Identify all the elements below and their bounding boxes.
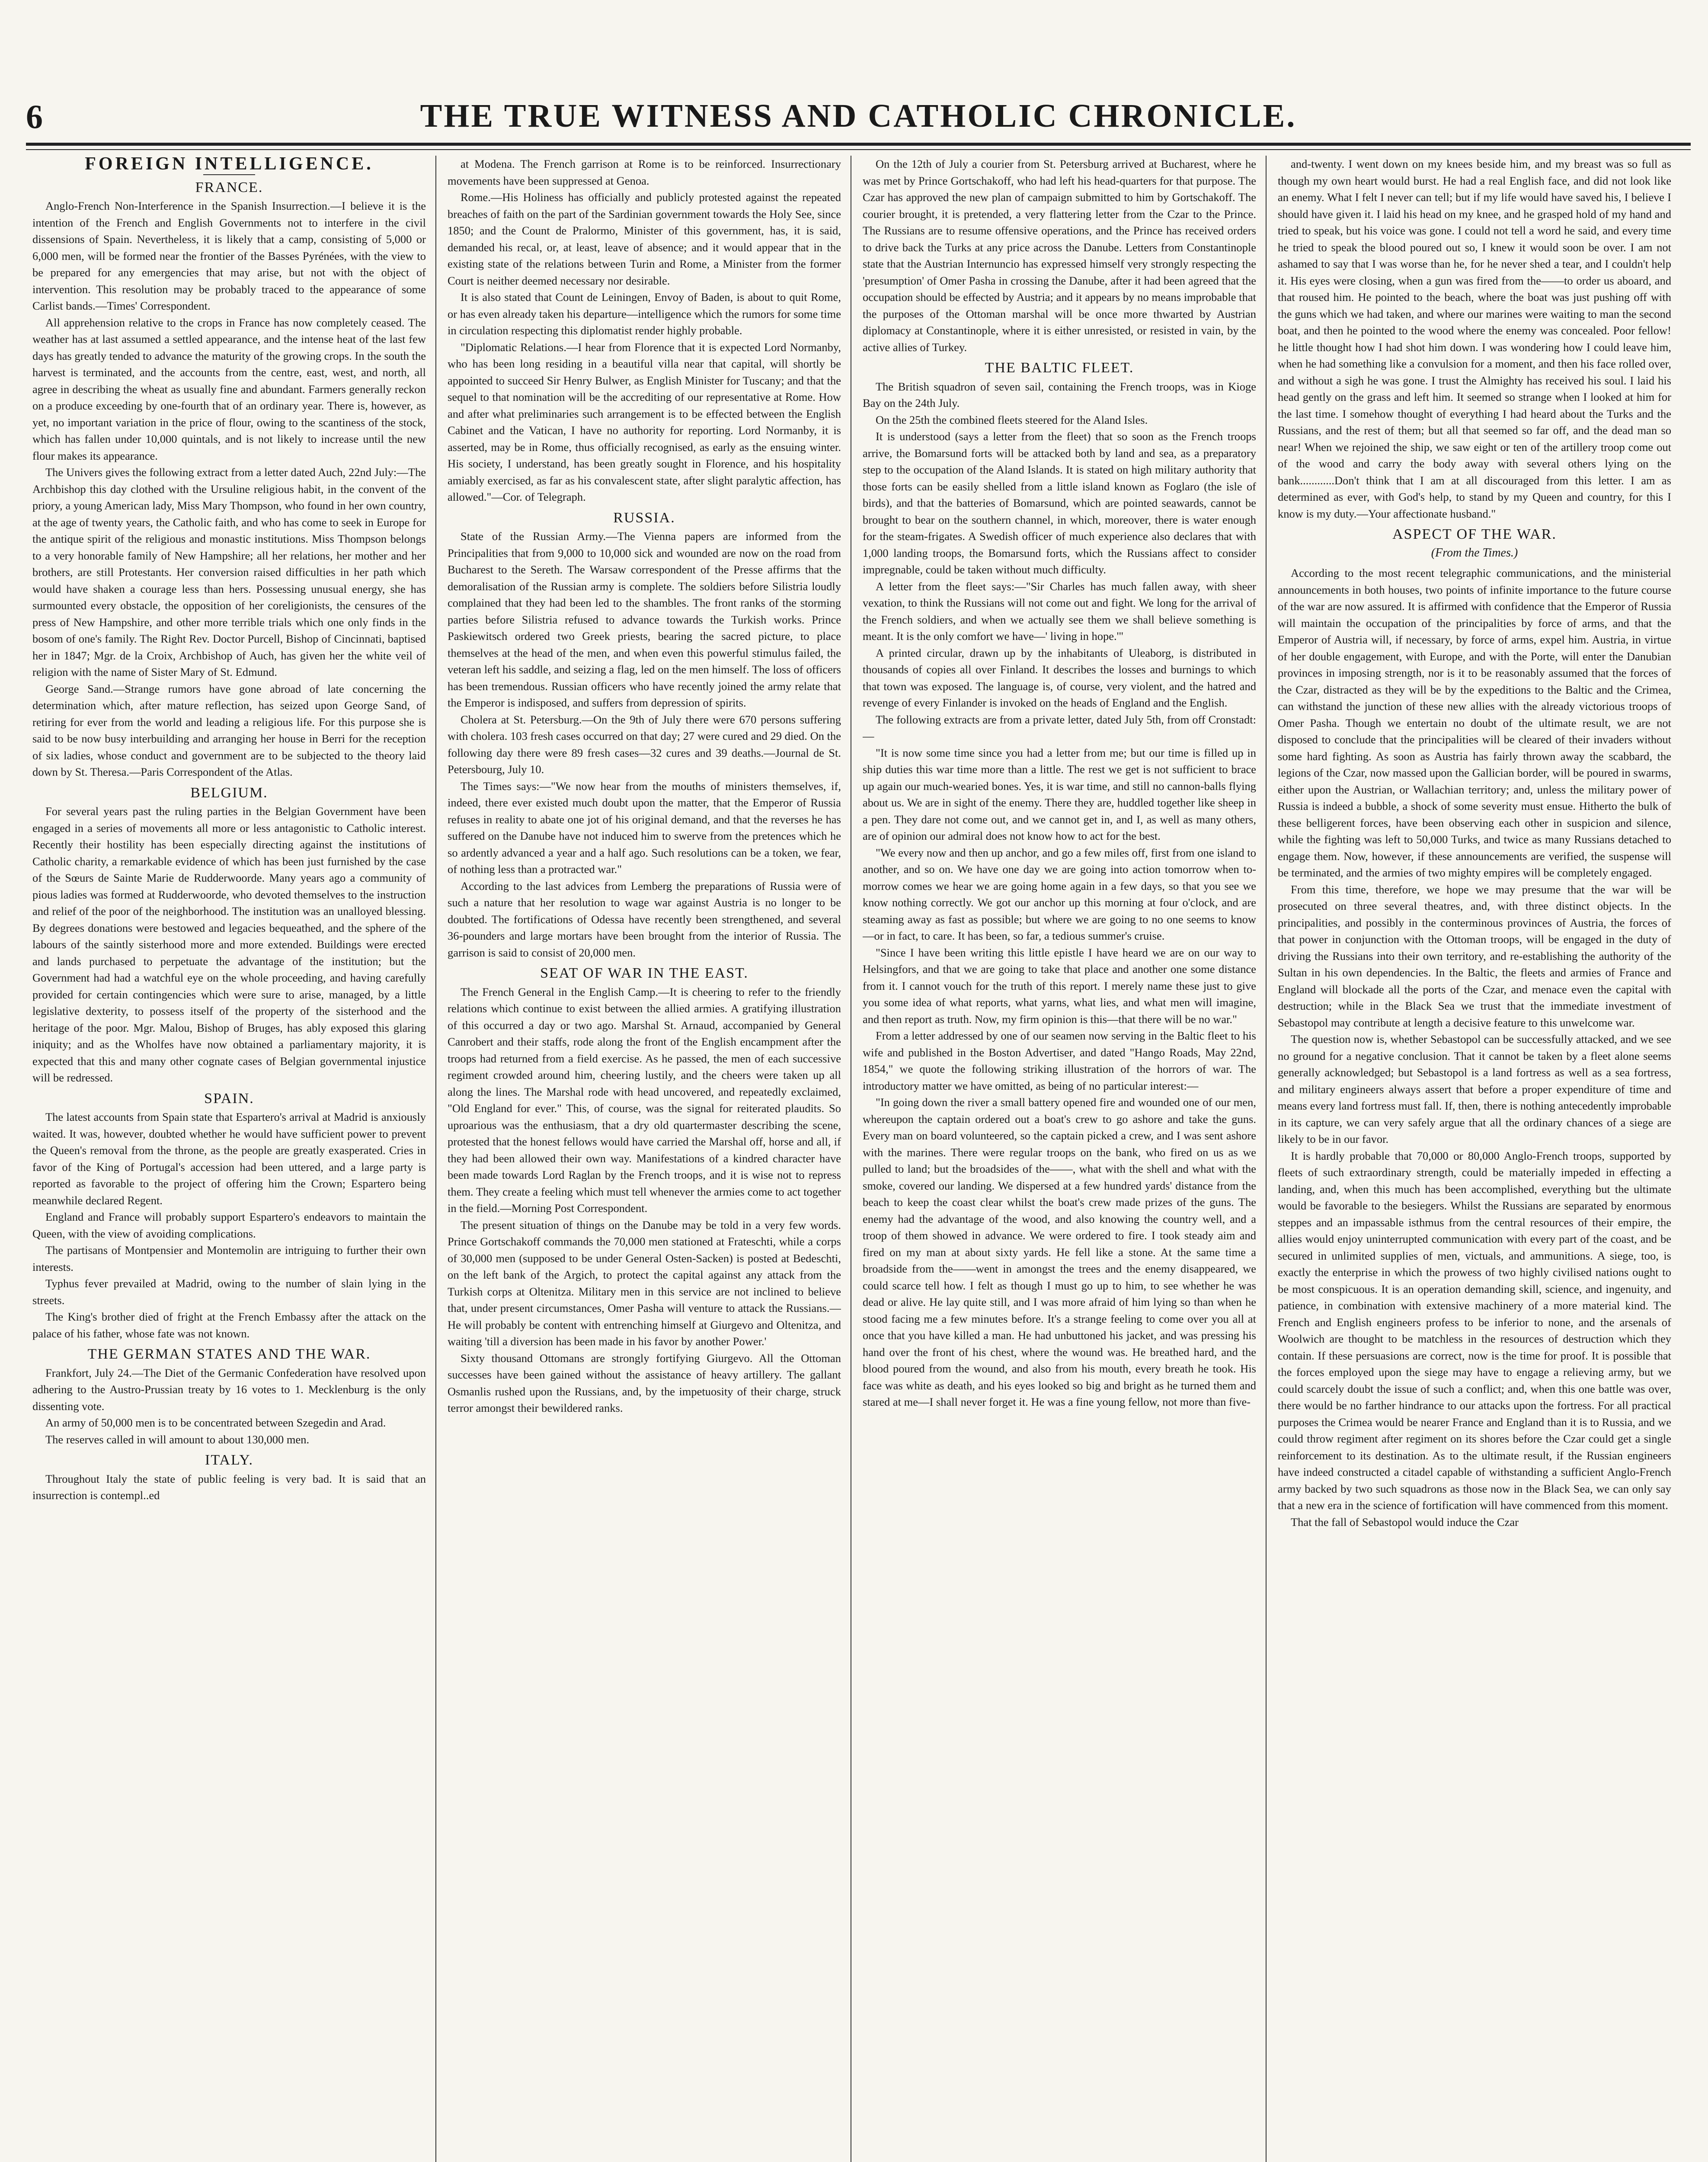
article-paragraph: An army of 50,000 men is to be concentrated between Szegedin and Arad. [45,1416,386,1429]
article-paragraph: A letter from the fleet says:—"Sir Charles has much fallen away, with sheer vexation, to think the Russians will not come out and fight. We long for the arrival of the French soldiers, and when we actually see them we shall believe something is meant. It is the only comfort we have—' living in hope.'" [863,579,1256,643]
masthead-rule-thin [26,149,1691,150]
article-paragraph: Rome.—His Holiness has officially and publicly protested against the repeated breaches of faith on the part of the Sardinian government towards the Holy See, since 1850; and the Count de Pralormo, Minister of this government, has, it is said, demanded his recal, or, at least, leave of absence; and it would appear that in the existing state of the relations between Turin and Rome, a Minister from the former Court is neither deemed necessary nor desirable. [448,191,841,287]
section-heading-baltic-fleet: THE BALTIC FLEET. [985,360,1134,376]
article-paragraph: On the 12th of July a courier from St. Petersburg arrived at Bucharest, where he was met by Prince Gortschakoff, who had left his head-quarters for that purpose. The Czar has approved the new plan of campaign submitted to him by Gortschakoff. The courier brought, it is pretended, a very flattering letter from the Czar to the Prince. The Russians are to resume offensive operations, and the Prince has received orders to drive back the Turks at any price across the Danube. Letters from Constantinople state that the Austrian Internuncio has expressed himself very strongly respecting the 'presumption' of Omer Pasha in crossing the Danube, after it had been agreed that the occupation should be effected by Austria; and it appears by no means improbable that the purposes of the Ottoman marshal will be once more thwarted by Austrian diplomacy at Constantinople, where it is either unresisted, or resisted in vain, by the active allies of Turkey. [863,157,1256,354]
article-paragraph: The Univers gives the following extract from a letter dated Auch, 22nd July:—The Archbishop this day clothed with the Ursuline religious habit, in the convent of the priory, a young American lady, Miss Mary Thompson, who found in her own country, at the age of twenty years, the Catholic faith, and who has come to seek in Europe for the antique spirit of the religious and monastic institutions. Miss Thompson belongs to a very honorable family of New Hampshire; all her relations, her mother and her brothers, are still Protestants. Her conversion raised difficulties in her path which would have shaken a courage less than hers. Possessing unusual energy, she has surmounted every obstacle, the opposition of her coreligionists, the censures of the press of New Hampshire, and other more terrible trials which one only finds in the bosom of one's family. The Right Rev. Doctor Purcell, Bishop of Cincinnati, baptised her in 1847; Mgr. de la Croix, Archbishop of Auch, has given her the white veil of religion with the name of Sister Mary of St. Edmund. [32,466,426,678]
section-heading-seat-of-war: SEAT OF WAR IN THE EAST. [540,965,748,981]
article-paragraph: The question now is, whether Sebastopol can be successfully attacked, and we see no ground for a negative conclusion. That it cannot be taken by a fleet alone seems generally acknowledged; but Sebastopol is a land fortress as well as a sea fortress, and military engineers always assert that before a proper expenditure of time and means every land fortress must fall. If, then, there is nothing antecedently improbable in its capture, we can very safely argue that all the ordinary chances of a siege are likely to be in our favor. [1278,1033,1671,1145]
section-heading-italy: ITALY. [205,1452,253,1468]
section-heading-russia: RUSSIA. [613,509,675,526]
article-paragraph: Throughout Italy the state of public feeling is very bad. It is said that an insurrection is contempl..ed [32,1472,426,1502]
article-paragraph: From a letter addressed by one of our seamen now serving in the Baltic fleet to his wife and published in the Boston Advertiser, and dated "Hango Roads, May 22nd, 1854," we quote the following striking illustration of the horrors of war. The introductory matter we have omitted, as being of no particular interest:— [863,1029,1256,1092]
heading-separator [203,174,255,175]
article-paragraph: The British squadron of seven sail, containing the French troops, was in Kioge Bay on the 24th July. [863,380,1256,409]
article-paragraph: That the fall of Sebastopol would induce the Czar [1291,1515,1519,1529]
article-paragraph: According to the last advices from Lemberg the preparations of Russia were of such a nature that her resolution to wage war against Austria is no longer to be doubted. The fortifications of Odessa have recently been strengthened, and several 36-pounders and large mortars have been brought from the interior of Russia. The garrison is said to consist of 20,000 men. [448,879,841,959]
article-paragraph: It is hardly probable that 70,000 or 80,000 Anglo-French troops, supported by fleets of such extraordinary strength, could be materially impeded in effecting a landing, and, when this much has been accomplished, everything but the ultimate would be favorable to the besiegers. Whilst the Russians are separated by enormous steppes and an impassable isthmus from the central resources of their empire, the allies would enjoy uninterrupted communication with every part of the coast, and be secured in unlimited supplies of men, victuals, and ammunitions. A siege, too, is exactly the enterprise in which the prowess of two highly civilised nations ought to be most conspicuous. It is an operation demanding skill, science, and ingenuity, and patience, in combination with extensive machinery of a more material kind. The French and English engineers profess to be inferior to none, and the arsenals of Woolwich are thought to be matchless in the resources of destruction which they contain. If these persuasions are correct, now is the time for proof. It is possible that the forces employed upon the siege may have to engage a relieving army, but we could scarcely doubt the issue of such a conflict; and, when this one battle was over, there would be no farther hindrance to our attacks upon the fortress. For all practical purposes the Crimea would be nearer France and England than it is to Russia, and we could throw regiment after regiment on its shores before the Czar could get a single reinforcement to its destination. As to the ultimate result, if the Russian engineers have indeed constructed a citadel capable of withstanding a sufficient Anglo-French army backed by two such squadrons as those now in the Black Sea, we can only say that a new era in the science of fortification will have commenced from this moment. [1278,1149,1671,1512]
masthead [26,97,1691,145]
article-paragraph: Sixty thousand Ottomans are strongly fortifying Giurgevo. All the Ottoman successes have been gained without the assistance of heavy artillery. The gallant Osmanlis rushed upon the Russians, and, by the impetuosity of their charge, struck terror amongst their bewildered ranks. [448,1351,841,1414]
article-paragraph: The French General in the English Camp.—It is cheering to refer to the friendly relations which continue to exist between the allied armies. A gratifying illustration of this occurred a day or two ago. Marshal St. Arnaud, accompanied by General Canrobert and their staffs, rode along the front of the English encampment after the troops had returned from a field exercise. As he passed, the men of each successive regiment crowded around him, cheering lustily, and the cheers were taken up all along the lines. The Marshal rode with head uncovered, and repeatedly exclaimed, "Old England for ever." This, of course, was the signal for reiterated plaudits. So uproarious was the enthusiasm, that a dry old quartermaster describing the scene, protested that the honest fellows would have carried the Marshal off, horse and all, if they had been allowed their own way. Manifestations of a kindred character have been made towards Lord Raglan by the French troops, and it is wise not to repress them. They create a feeling which must tell whenever the armies come to act together in the field.—Morning Post Correspondent. [448,985,841,1215]
section-heading-aspect-of-war: ASPECT OF THE WAR. [1392,526,1557,542]
article-paragraph: The following extracts are from a private letter, dated July 5th, from off Cronstadt:— [863,713,1256,742]
article-paragraph: From this time, therefore, we hope we may presume that the war will be prosecuted on three several theatres, and, with three distinct objects. In the principalities, and possibly in the conterminous provinces of Austria, the forces of that power in conjunction with the Ottoman troops, will be engaged in the duty of driving the Russians into their own territory, and re-establishing the authority of the Sultan in his own dependencies. In the Baltic, the fleets and armies of France and England will blockade all the ports of the Czar, and menace even the capital with destruction; while in the Black Sea we trust that the immediate investment of Sebastopol may contribute at length a decisive feature to this unwelcome war. [1278,883,1671,1029]
article-paragraph: "We every now and then up anchor, and go a few miles off, first from one island to another, and so on. We have one day we are going into action tomorrow when to-morrow comes we hear we are going home again in a few days, so that you see we know nothing correctly. We got our anchor up this morning at four o'clock, and are steaming away as fast as possible; but where we are going to no one seems to know—or in fact, to care. It has been, so far, a tedious summer's cruise. [863,846,1256,942]
article-paragraph: The latest accounts from Spain state that Espartero's arrival at Madrid is anxiously waited. It was, however, doubted whether he would have sufficient power to prevent the Queen's removal from the throne, as the people are greatly exasperated. Cries in favor of the King of Portugal's accession had been uttered, and a large party is reported as favorable to the project of offering him the Crown; Espartero being meanwhile declared Regent. [32,1110,426,1207]
article-paragraph: The reserves called in will amount to about 130,000 men. [45,1433,310,1446]
article-paragraph: "It is now some time since you had a letter from me; but our time is filled up in ship duties this war time more than a little. The rest we get is not sufficient to brace up again our much-wearied bones. Yes, it is war time, and still no cannon-balls flying about us. We are in sight of the enemy. There they are, huddled together like sheep in a pen. They dare not come out, and we cannot get in, and I, as well as many others, are of opinion our admiral does not know how to act for the best. [863,746,1256,842]
article-paragraph: England and France will probably support Espartero's endeavors to maintain the Queen, with the view of avoiding complications. [32,1210,426,1240]
article-paragraph: "Diplomatic Relations.—I hear from Florence that it is expected Lord Normanby, who has been long residing in a beautiful villa near that capital, will shortly be appointed to succeed Sir Henry Bulwer, as English Minister for Tuscany; and that the sequel to that nomination will be the accrediting of our representative at Rome. How and after what preliminaries such arrangement is to be effected between the English Cabinet and the Vatican, I have no authority for reporting. Lord Normanby, it is asserted, may be in Rome, thus officially recognised, as early as the ensuing winter. His society, I understand, has been greatly sought in Florence, and his hospitality amiably exercised, as far as his convalescent state, after slight paralytic affection, has allowed."—Cor. of Telegraph. [448,340,841,503]
masthead-rule-thick [26,143,1691,146]
article-paragraph: Frankfort, July 24.—The Diet of the Germanic Confederation have resolved upon adhering to the Austro-Prussian treaty by 16 votes to 1. Mecklenburg is the only dissenting vote. [32,1366,426,1413]
article-paragraph: Cholera at St. Petersburg.—On the 9th of July there were 670 persons suffering with cholera. 103 fresh cases occurred on that day; 27 were cured and 29 died. On the following day there were 89 fresh cases—32 cures and 39 deaths.—Journal de St. Petersbourg, July 10. [448,713,841,776]
column-divider [1266,156,1267,2162]
article-paragraph: Typhus fever prevailed at Madrid, owing to the number of slain lying in the streets. [32,1277,426,1307]
column-1 [32,156,426,2162]
section-heading-german-states: THE GERMAN STATES AND THE WAR. [87,1346,371,1362]
article-source: (From the Times.) [1431,546,1518,560]
article-paragraph: The Times says:—"We now hear from the mouths of ministers themselves, if, indeed, there ever existed much doubt upon the matter, that the Emperor of Russia refuses in reality to abate one jot of his original demand, and that the reverses he has suffered on the Danube have not induced him to swerve from the pretences which he so ardently advanced a year and a half ago. Such resolutions can be a token, we fear, of nothing less than a protracted war." [448,779,841,876]
article-paragraph: Anglo-French Non-Interference in the Spanish Insurrection.—I believe it is the intention of the French and English Governments not to interfere in the civil dissensions of Spain. Nevertheless, it is likely that a camp, consisting of 5,000 or 6,000 men, will be formed near the frontier of the Basses Pyrénées, with the view to be prepared for any emergencies that may arise, but not with the object of intervention. This resolution may be probably traced to the appearance of some Carlist bands.—Times' Correspondent. [32,199,426,312]
article-paragraph: For several years past the ruling parties in the Belgian Government have been engaged in a series of movements all more or less antagonistic to Catholic interest. Recently their hostility has been especially directing against the institutions of Catholic charity, a remarkable evidence of which has been just furnished by the case of the Sœurs de Sainte Marie de Rudderwoorde. Many years ago a community of pious ladies was formed at Rudderwoorde, who devoted themselves to the instruction and relief of the poor of the neighborhood. The institution was an unalloyed blessing. By degrees donations were bestowed and legacies bequeathed, and the sphere of the labours of the saintly sisterhood more and more extended. Buildings were erected and lands purchased to perpetuate the advantage of the institution; but the Government had had a watchful eye on the whole proceeding, and having carefully provided for certain contingencies which were sure to arise, managed, by a little legislative dexterity, to possess itself of the property of the sisterhood and the heritage of the poor. Mgr. Malou, Bishop of Bruges, has ably exposed this glaring iniquity; and as the Wholfes have now obtained a parliamentary majority, it is expected that this and many other cognate cases of Belgian governmental injustice will be redressed. [32,805,426,1084]
page-number: 6 [26,98,43,135]
article-paragraph: The partisans of Montpensier and Montemolin are intriguing to further their own interests. [32,1244,426,1273]
article-paragraph: "Since I have been writing this little epistle I have heard we are on our way to Helsingfors, and that we are going to take that place and another one some distance from it. I cannot vouch for the truth of this report. I merely name these just to give you some idea of what reports, what yarns, what lies, and what men will imagine, and then report as truth. Now, my firm opinion is this—that there will be no war." [863,946,1256,1026]
section-heading-foreign-intelligence: FOREIGN INTELLIGENCE. [85,156,374,174]
article-paragraph: State of the Russian Army.—The Vienna papers are informed from the Principalities that from 9,000 to 10,000 sick and wounded are now on the road from Bucharest to the Sereth. The Warsaw correspondent of the Presse affirms that the demoralisation of the Russian army is complete. The soldiers before Silistria loudly complained that they had been led to the shambles. The front ranks of the storming parties before Silistria refused to advance towards the Turkish works. Prince Paskiewitsch ordered two Greek priests, bearing the sacred picture, to place themselves at the head of the men, and when even this powerful stimulus failed, the veteran left his saddle, and seizing a flag, led on the men himself. The loss of officers has been tremendous. Russian officers who have recently joined the army relate that the Emperor is indisposed, and suffers from depression of spirits. [448,530,841,709]
article-paragraph: It is also stated that Count de Leiningen, Envoy of Baden, is about to quit Rome, or has even already taken his departure—intelligence which the rumors for some time in circulation respecting this diplomatist render highly probable. [448,291,841,337]
article-paragraph: On the 25th the combined fleets steered for the Aland Isles. [876,413,1148,426]
newspaper-title: THE TRUE WITNESS AND CATHOLIC CHRONICLE. [420,98,1297,134]
column-3 [863,156,1256,2162]
column-2 [448,156,841,2162]
article-paragraph: "In going down the river a small battery opened fire and wounded one of our men, whereupon the captain ordered out a boat's crew to go ashore and take the guns. Every man on board volunteered, so the captain picked a crew, and I was sent ashore with the marines. There were regular troops on the bank, who fired on us as we pulled to land; but the broadsides of the——, what with the shell and what with the smoke, covered our landing. We dispersed at a few hundred yards' distance from the beach to keep the coast clear whilst the boat's crew made prizes of the guns. The enemy had the advantage of the wood, and also knowing the country well, and a troop of them showed in advance. We were ordered to fire. I took steady aim and fired on my man at about sixty yards. He fell like a stone. At the same time a broadside from the——went in amongst the trees and the enemy disappeared, we could scarce tell how. I felt as though I must go up to him, to see whether he was dead or alive. He lay quite still, and I was more afraid of him lying so than when he stood facing me a few minutes before. It's a strange feeling to come over you all at once that you have killed a man. He had unbuttoned his jacket, and was pressing his hand over the front of his chest, where the wound was. He breathed hard, and the blood poured from the wound, and also from his mouth, every breath he took. His face was white as death, and his eyes looked so big and bright as he turned them and stared at me—I shall never forget it. He was a fine young fellow, not more than five- [863,1096,1256,1408]
article-paragraph: at Modena. The French garrison at Rome is to be reinforced. Insurrectionary movements have been suppressed at Genoa. [448,157,841,187]
article-paragraph: A printed circular, drawn up by the inhabitants of Uleaborg, is distributed in thousands of copies all over Finland. It describes the losses and burnings to which that town was exposed. The language is, of course, very violent, and the hatred and revenge of every Finlander is invoked on the heads of England and the English. [863,646,1256,709]
article-paragraph: All apprehension relative to the crops in France has now completely ceased. The weather has at last assumed a settled appearance, and the intense heat of the last few days has greatly tended to advance the maturity of the growing crops. In the south the harvest is terminated, and the accounts from the centre, east, west, and north, all agree in describing the wheat as usually fine and abundant. Farmers generally reckon on a produce exceeding by one-fourth that of an ordinary year. There is, however, as yet, no important variation in the price of flour, owing to the scantiness of the stock, which has fallen under 10,000 quintals, and is not likely to increase until the new flour makes its appearance. [32,316,426,462]
section-heading-france: FRANCE. [195,179,263,195]
section-heading-spain: SPAIN. [204,1090,254,1107]
article-paragraph: and-twenty. I went down on my knees beside him, and my breast was so full as though my own heart would burst. He had a real English face, and did not look like an enemy. What I felt I never can tell; but if my life would have saved his, I believe I should have given it. I laid his head on my knee, and he grasped hold of my hand and tried to speak, but his voice was gone. I could not tell a word he said, and every time he tried to speak the blood poured out so, I knew it would soon be over. I am not ashamed to say that I was worse than he, for he never shed a tear, and I couldn't help it. His eyes were closing, when a gun was fired from the——to order us aboard, and that roused him. He pointed to the beach, where the boat was just pushing off with the guns which we had taken, and where our marines were waiting to man the second boat, and then he pointed to the wood where the enemy was concealed. Poor fellow! he little thought how I had shot him down. I was wondering how I could leave him, when he had something like a convulsion for a moment, and then his face rolled over, and without a sigh he was gone. I trust the Almighty has received his soul. I laid his head gently on the grass and left him. It seemed so strange when I looked at him for the last time. I somehow thought of everything I had heard about the Turks and the Russians, and the rest of them; but all that seemed so far off, and the dead man so near! When we rejoined the ship, we saw eight or ten of the artillery troop come out of the wood and carry the body away with several others lying on the bank............Don't think that I am at all discouraged from this letter. I am as determined as ever, with God's help, to stand by my Queen and country, for this I know is my duty.—Your affectionate husband." [1278,157,1671,520]
article-paragraph: George Sand.—Strange rumors have gone abroad of late concerning the determination which, after mature reflection, has seized upon George Sand, of retiring for ever from the world and leading a religious life. For this purpose she is said to be now busy interbuilding and arranging her house in Berri for the reception of six ladies, whose conduct and government are to be subjected to the theory laid down by St. Theresa.—Paris Correspondent of the Atlas. [32,682,426,778]
article-paragraph: The present situation of things on the Danube may be told in a very few words. Prince Gortschakoff commands the 70,000 men stationed at Frateschti, while a corps of 30,000 men (supposed to be under General Osten-Sacken) is posted at Bedeschti, on the left bank of the Argich, to protect the capital against any attack from the Turkish corps at Oltenitza. Military men in this service are not inclined to believe that, under present circumstances, Omer Pasha will venture to attack the Russians.—He will probably be content with entrenching himself at Giurgevo and Oltenitza, and waiting 'till a diversion has been made in his favor by another Power.' [448,1218,841,1348]
column-4 [1278,156,1671,2162]
article-paragraph: According to the most recent telegraphic communications, and the ministerial announcements in both houses, two points of infinite importance to the future course of the war are now assured. It is affirmed with confidence that the Emperor of Russia will maintain the occupation of the principalities by force of arms, and that the Emperor of Austria will, if necessary, by force of arms, expel him. Austria, in virtue of her double engagement, with Europe, and with the Porte, will enter the Danubian provinces in imposing strength, nor is it to be reasonably assumed that the forces of the Czar, distracted as they will be by the expeditions to the Baltic and the Crimea, can withstand the junction of these new allies with the already victorious troops of Omer Pasha. Though we entertain no doubt of the ultimate result, we are not disposed to conclude that the principalities will be cleared of their invaders without some hard fighting. As soon as Austria has fairly thrown away the scabbard, the legions of the Czar, now massed upon the Gallician border, will be poured in swarms, either upon the Austrian, or Wallachian territory; and, unless the military power of Russia is indeed a bubble, a shock of some severity must ensue. Hitherto the bulk of these belligerent forces, have been observing each other in suspicion and silence, while the fighting was left to 50,000 Turks, and twice as many Russians detached to engage them. Now, however, if these announcements are verified, the suspense will be terminated, and the armies of two mighty empires will be completely engaged. [1278,566,1671,879]
column-divider [435,156,436,2162]
section-heading-belgium: BELGIUM. [190,784,268,801]
article-paragraph: The King's brother died of fright at the French Embassy after the attack on the palace of his father, whose fate was not known. [32,1310,426,1340]
article-paragraph: It is understood (says a letter from the fleet) that so soon as the French troops arrive, the Bomarsund forts will be attacked both by land and sea, as a preparatory step to the occupation of the Aland Islands. It is stated on high military authority that those forts can be easily shelled from a little island known as Foglaro (the isle of birds), and that the batteries of Bomarsund, which are pointed seawards, cannot be brought to bear on the southern channel, in which, moreover, there is water enough for the steam-frigates. A Swedish officer of much experience also declares that with 1,000 landing troops, the Bomarsund forts, which the Russians affect to consider impregnable, could be taken without much difficulty. [863,430,1256,576]
